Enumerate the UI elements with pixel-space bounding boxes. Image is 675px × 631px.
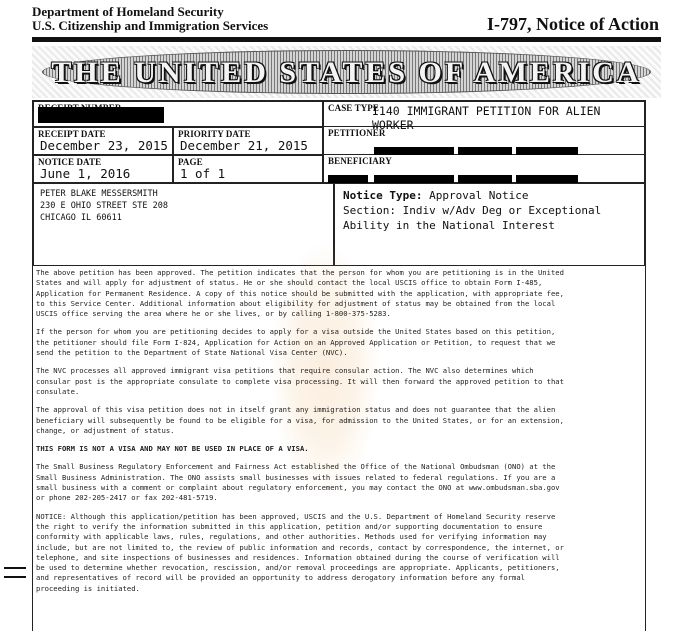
page-cell: [173, 155, 323, 183]
petitioner-label: PETITIONER: [328, 128, 386, 138]
notice-type-label: Notice Type:: [343, 189, 423, 202]
banner-text: THE UNITED STATES OF AMERICA: [51, 56, 642, 89]
mailing-address: [40, 188, 168, 224]
beneficiary-redaction-3: [458, 175, 512, 183]
notice-date-label: NOTICE DATE: [38, 157, 102, 167]
agency-header: [32, 5, 268, 33]
receipt-date-cell: [33, 127, 173, 155]
receipt-date-value: December 23, 2015: [40, 138, 168, 153]
engraved-banner: [32, 46, 661, 98]
beneficiary-cell: [323, 155, 645, 183]
notice-date-cell: [33, 155, 173, 183]
body-paragraph-5: THIS FORM IS NOT A VISA AND MAY NOT BE USED IN PLACE OF A VISA.: [36, 444, 309, 454]
page-label: PAGE: [178, 157, 203, 167]
body-paragraph-7: NOTICE: Although this application/petition has been approved, USCIS and the U.S. Department of Homeland Security reserve the right to verify the information submitted in this application, petition and/or supporting documentation to ensure conformity with applicable laws, rules, regulations, and other authorities. Methods used for verifying information may include, but are not limited to, the review of public information and records, contact by correspondence, the internet, or telephone, and site inspections of businesses and residences. Information obtained during the course of verification will be used to determine whether revocation, rescission, and/or removal proceedings are appropriate. Applicants, petitioners, and representatives of record will be provided an opportunity to address derogatory information before any formal proceeding is initiated.: [36, 511, 564, 593]
address-line-1: PETER BLAKE MESSERSMITH: [40, 189, 158, 199]
petitioner-cell: [323, 127, 645, 155]
notice-type-cell: [334, 183, 645, 266]
notice-type-block: [343, 188, 601, 233]
beneficiary-redaction-1: [328, 175, 368, 183]
beneficiary-redaction-4: [516, 175, 578, 183]
beneficiary-label: BENEFICIARY: [328, 156, 392, 166]
body-paragraph-3: The NVC processes all approved immigrant visa petitions that require consular action. The NVC also determines which consular post is the appropriate consulate to complete visa processing. It will then forward the approved petition to that consulate.: [36, 366, 564, 396]
priority-date-cell: [173, 127, 323, 155]
notice-body: [36, 268, 640, 602]
case-type-cell: [323, 101, 645, 132]
body-paragraph-6: The Small Business Regulatory Enforcement and Fairness Act established the Office of the National Ombudsman (ONO) at the Small Business Administration. The ONO assists small businesses with issues related to federal regulations. If you are a small business with a comment or complaint about regulatory enforcement, you may contact the ONO at www.ombudsman.sba.gov or phone 202-205-2417 or fax 202-481-5719.: [36, 462, 560, 503]
notice-section-line-2: Ability in the National Interest: [343, 219, 555, 232]
case-type-label: CASE TYPE: [328, 103, 379, 113]
notice-date-value: June 1, 2016: [40, 166, 131, 181]
margin-tick-1: [4, 567, 26, 569]
beneficiary-redaction-2: [374, 175, 454, 183]
priority-date-label: PRIORITY DATE: [178, 129, 251, 139]
agency-subname: U.S. Citizenship and Immigration Services: [32, 18, 269, 33]
petitioner-redaction-2: [458, 147, 512, 155]
agency-name: Department of Homeland Security: [32, 4, 224, 19]
body-paragraph-4: The approval of this visa petition does not in itself grant any immigration status and does not guarantee that the alien beneficiary will subsequently be found to be eligible for a visa, for admission to the United States, or for an extension, change, or adjustment of status.: [36, 405, 564, 435]
petitioner-redaction-3: [516, 147, 578, 155]
notice-section-line-1: Section: Indiv w/Adv Deg or Exceptional: [343, 204, 602, 217]
receipt-number-redaction: [38, 107, 164, 123]
receipt-number-cell: [33, 101, 323, 127]
header-rule: [32, 37, 661, 42]
body-paragraph-2: If the person for whom you are petitioning decides to apply for a visa outside the United States based on this petition, the petitioner should file Form I-824, Application for Action on an Approved Application or Petition, to request that we send the petition to the Department of State National Visa Center (NVC).: [36, 327, 556, 358]
notice-type-value: Approval Notice: [429, 189, 529, 202]
case-type-value: I140 IMMIGRANT PETITION FOR ALIEN WORKER: [372, 104, 601, 132]
form-title: I-797, Notice of Action: [487, 14, 659, 34]
body-paragraph-1: The above petition has been approved. The petition indicates that the person for whom you are petitioning is in the United States and will apply for adjustment of status. He or she should contact the local USCIS office to obtain Form I-485, Application for Permanent Residence. A copy of this notice should be submitted with the application, with appropriate fee, to this Service Center. Additional information about eligibility for adjustment of status may be obtained from the local USCIS office serving the area where he or she lives, or by calling 1-800-375-5283.: [36, 268, 564, 319]
notice-type-line: [343, 188, 601, 203]
receipt-date-label: RECEIPT DATE: [38, 129, 106, 139]
priority-date-value: December 21, 2015: [180, 138, 308, 153]
petitioner-redaction-1: [374, 147, 454, 155]
margin-tick-2: [4, 576, 26, 578]
address-line-2: 230 E OHIO STREET STE 208: [40, 201, 168, 211]
page-value: 1 of 1: [180, 166, 226, 181]
address-line-3: CHICAGO IL 60611: [40, 213, 122, 223]
